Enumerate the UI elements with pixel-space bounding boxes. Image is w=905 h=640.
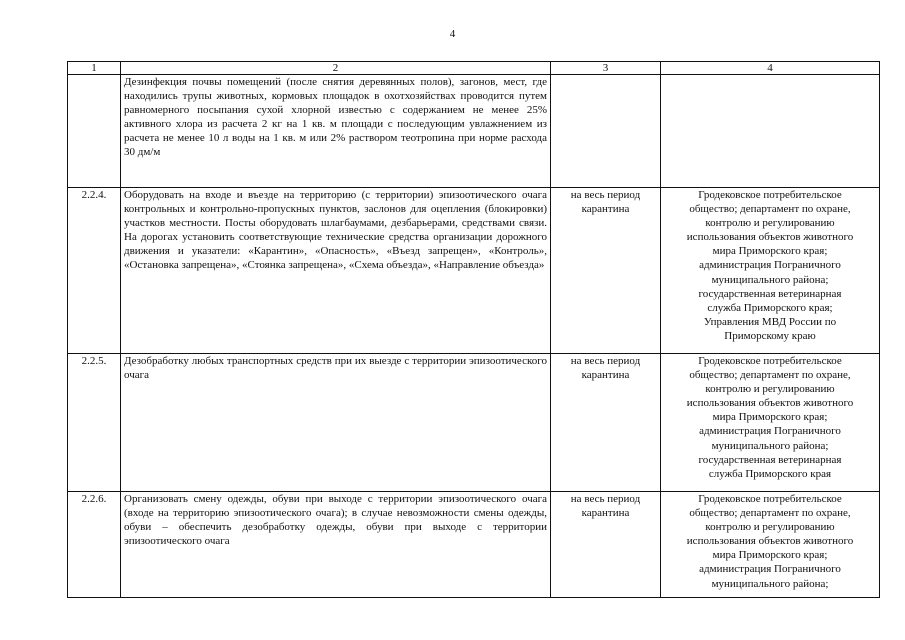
responsible-line: администрация Пограничного [699, 425, 841, 438]
item-number: 2.2.5. [68, 354, 121, 492]
responsible-line: Гродековское потребительское [698, 493, 842, 505]
column-header: 2 [121, 62, 551, 75]
responsible-line: мира Приморского края; [712, 411, 828, 424]
responsible-line: использования объектов животного [686, 397, 854, 410]
column-header: 3 [551, 62, 661, 75]
page-number: 4 [449, 28, 456, 40]
responsible-parties [661, 188, 880, 354]
measure-description: Организовать смену одежды, обуви при выходе с территории эпизоотического очага (входе на территорию эпизоотического очага); в случае невозможности смены одежды, обуви – обеспечить дезобработку одежды, обуви при выходе с территории эпизоотического очага [121, 492, 551, 598]
responsible-line: Приморскому краю [724, 329, 816, 342]
responsible-line: государственная ветеринарная [698, 287, 842, 300]
responsible-line: общество; департамент по охране, [689, 203, 851, 216]
responsible-parties [661, 492, 880, 598]
responsible-line: администрация Пограничного [699, 563, 841, 576]
table-header-row [68, 62, 880, 75]
measure-period: на весь период карантина [551, 492, 661, 598]
responsible-line: использования объектов животного [686, 535, 854, 548]
measure-description: Дезинфекция почвы помещений (после снятия деревянных полов), загонов, мест, где находились трупы животных, кормовых площадок в охотхозяйствах проводится путем равномерного посыпания сухой хлорной известью с содержанием не менее 25% активного хлора из расчета 2 кг на 1 кв. м площади с последующим увлажнением из расчета не менее 10 л воды на 1 кв. м или 2% раствором теотропина при норме расхода 30 дм/м [121, 75, 551, 188]
responsible-parties [661, 354, 880, 492]
item-number: 2.2.6. [68, 492, 121, 598]
responsible-line: мира Приморского края; [712, 549, 828, 562]
responsible-line: контролю и регулированию [705, 217, 835, 230]
responsible-line: контролю и регулированию [705, 383, 835, 396]
responsible-line: муниципального района; [711, 439, 829, 452]
item-number [68, 75, 121, 188]
measure-period: на весь период карантина [551, 188, 661, 354]
table-row [68, 354, 880, 492]
table-row [68, 75, 880, 188]
responsible-line: администрация Пограничного [699, 259, 841, 272]
table-row [68, 492, 880, 598]
responsible-line: контролю и регулированию [705, 521, 835, 534]
measure-period: на весь период карантина [551, 354, 661, 492]
responsible-parties [661, 75, 880, 188]
responsible-line: использования объектов животного [686, 231, 854, 244]
column-header: 1 [68, 62, 121, 75]
responsible-line: мира Приморского края; [712, 245, 828, 258]
responsible-line: общество; департамент по охране, [689, 369, 851, 382]
responsible-line: служба Приморского края; [707, 301, 833, 314]
measures-table [67, 61, 880, 598]
measure-description: Дезобработку любых транспортных средств при их выезде с территории эпизоотического очага [121, 354, 551, 492]
responsible-line: муниципального района; [711, 577, 829, 590]
measure-description: Оборудовать на входе и въезде на территорию (с территории) эпизоотического очага контрольных и контрольно-пропускных пунктов, заслонов для оцепления (блокировки) участков местности. Посты оборудовать шлагбаумами, дезбарьерами, средствами связи. На дорогах установить соответствующие технические средства организации дорожного движения и указатели: «Карантин», «Опасность», «Въезд запрещен», «Контроль», «Остановка запрещена», «Стоянка запрещена», «Схема объезда», «Направление объезда» [121, 188, 551, 354]
responsible-line: общество; департамент по охране, [689, 507, 851, 520]
responsible-line: Гродековское потребительское [698, 189, 842, 201]
item-number: 2.2.4. [68, 188, 121, 354]
responsible-line: муниципального района; [711, 273, 829, 286]
responsible-line: служба Приморского края [708, 467, 832, 480]
measure-period [551, 75, 661, 188]
column-header: 4 [661, 62, 880, 75]
responsible-line: государственная ветеринарная [698, 453, 842, 466]
responsible-line: Гродековское потребительское [698, 355, 842, 367]
table-row [68, 188, 880, 354]
responsible-line: Управления МВД России по [703, 315, 837, 328]
